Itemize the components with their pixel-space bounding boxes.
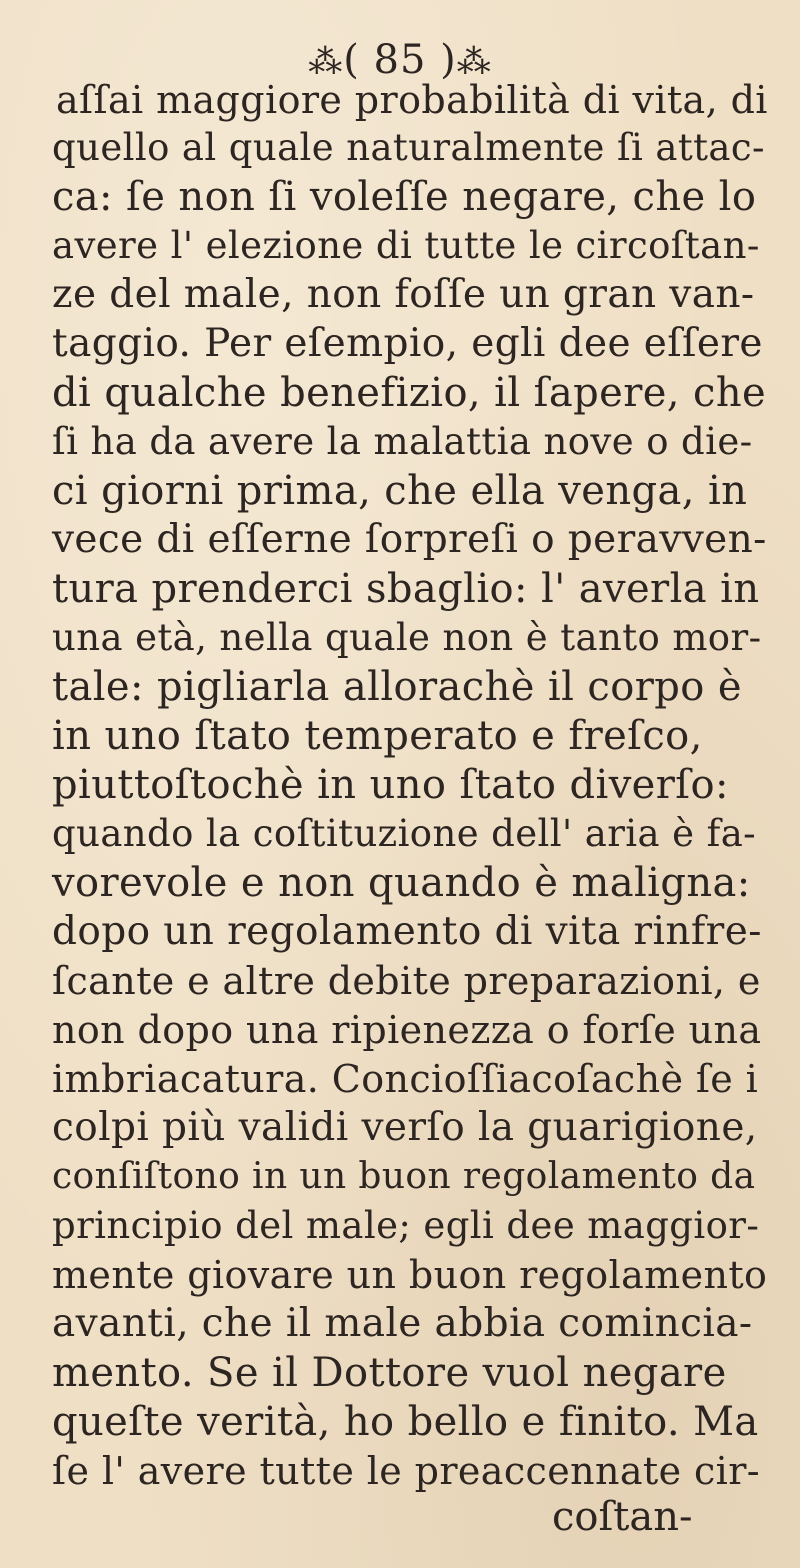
text-line: conſiſtono in un buon regolamento da	[52, 1156, 756, 1197]
text-line: ſe l' avere tutte le preaccennate cir-	[52, 1449, 760, 1493]
text-line: colpi più validi verſo la guarigione,	[52, 1105, 758, 1150]
text-line: avere l' elezione di tutte le circoſtan-	[52, 224, 760, 267]
left-ornament-icon: ⁂	[308, 42, 344, 82]
text-line: taggio. Per eſempio, egli dee eſſere	[52, 321, 763, 366]
right-ornament-icon: ⁂	[456, 42, 492, 82]
text-line: ci giorni prima, che ella venga, in	[52, 468, 748, 514]
text-line: di qualche benefizio, il ſapere, che	[52, 370, 767, 416]
text-line: mente giovare un buon regolamento	[52, 1253, 768, 1297]
text-line: vorevole e non quando è maligna:	[52, 860, 751, 906]
text-line: ca: ſe non ſi voleſſe negare, che lo	[52, 174, 757, 220]
text-line: vece di eſſerne ſorpreſi o peravven-	[52, 517, 767, 562]
text-line: una età, nella quale non è tanto mor-	[52, 616, 762, 659]
text-line: tura prenderci sbaglio: l' averla in	[52, 566, 760, 612]
text-line: ſi ha da avere la malattia nove o die-	[52, 420, 753, 463]
text-line: principio del male; egli dee maggior-	[52, 1204, 760, 1247]
text-line: in uno ſtato temperato e freſco,	[52, 713, 703, 759]
text-line: tale: pigliarla allorachè il corpo è	[52, 664, 742, 710]
text-line: mento. Se il Dottore vuol negare	[52, 1350, 727, 1396]
text-line: ſcante e altre debite preparazioni, e	[52, 959, 761, 1003]
text-line: queſte verità, ho bello e finito. Ma	[52, 1399, 759, 1445]
text-line: avanti, che il male abbia comincia-	[52, 1301, 753, 1346]
text-line: quello al quale naturalmente ſi attac-	[52, 126, 765, 169]
page-number: ( 85 )	[343, 37, 457, 83]
catchword: coſtan-	[552, 1494, 693, 1540]
text-line: piuttoſtochè in uno ſtato diverſo:	[52, 762, 729, 808]
text-line: dopo un regolamento di vita rinfre-	[52, 909, 762, 954]
text-line: ze del male, non foſſe un gran van-	[52, 272, 755, 317]
text-line: quando la coſtituzione dell' aria è fa-	[52, 812, 757, 855]
text-line: non dopo una ripienezza o forſe una	[52, 1008, 762, 1052]
text-line: aſſai maggiore probabilità di vita, di	[56, 78, 768, 122]
text-line: imbriacatura. Concioſſiacoſachè ſe i	[52, 1057, 759, 1101]
